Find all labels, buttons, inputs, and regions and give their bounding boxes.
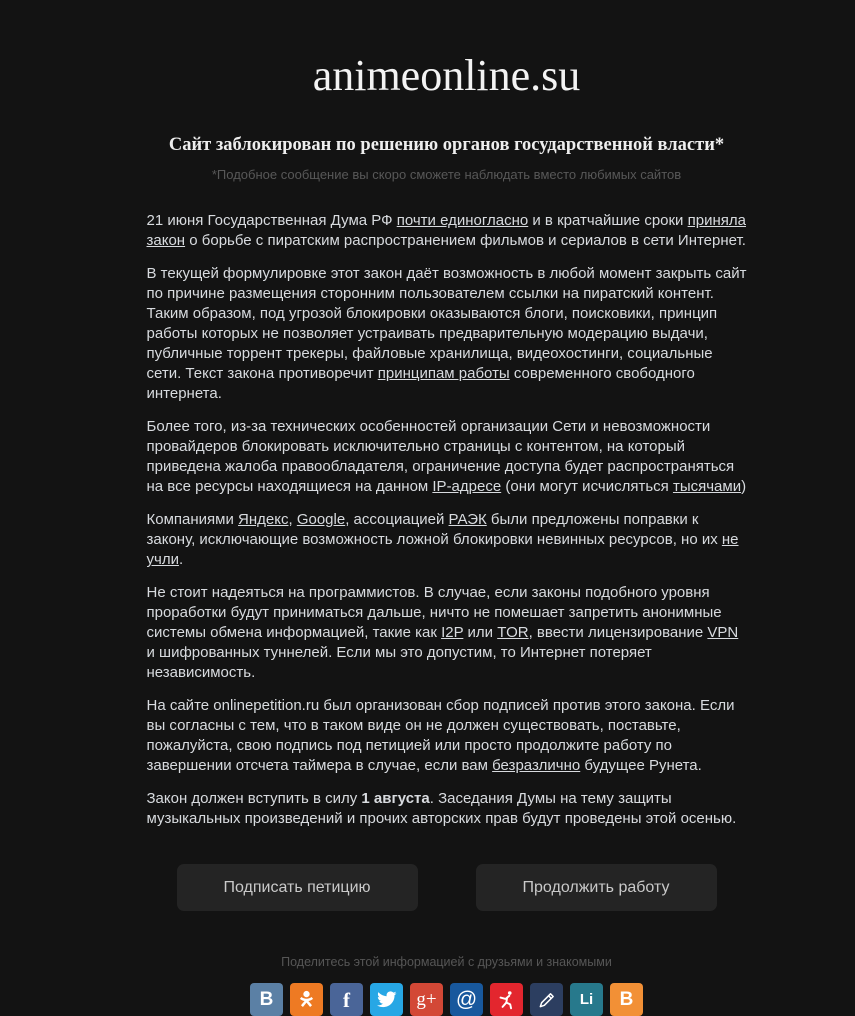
sign-petition-button[interactable]: Подписать петицию: [177, 864, 418, 911]
text-link[interactable]: принципам работы: [377, 365, 510, 382]
text-segment: , ввести лицензирование: [528, 624, 708, 641]
text-segment: были предложены поправки к закону, исключающие возможность ложной блокировки невинных ресурсов, но их: [146, 511, 722, 548]
paragraph-programmers: [147, 583, 747, 683]
text-link[interactable]: почти единогласно: [396, 212, 529, 229]
text-segment: В текущей формулировке этот закон даёт возможность в любой момент закрыть сайт по причине размещения сторонним пользователем ссылки на пиратский контент. Таким образом, под угрозой блокировки оказываются блоги, поисковики, принцип работы которых не позволяет устраивать предварительную модерацию выдачи, публичные торрент трекеры, файловые хранилища, видеохостинги, социальные сети. Текст закона противоречит: [146, 265, 747, 382]
text-segment: ,: [288, 511, 297, 528]
text-link[interactable]: TOR: [497, 624, 529, 641]
paragraph-law-passed: [147, 211, 747, 251]
body-text: [147, 211, 747, 829]
text-link[interactable]: приняла закон: [146, 212, 746, 249]
share-icons: [147, 983, 747, 1016]
dancing-person-icon: [496, 989, 517, 1010]
text-link[interactable]: РАЭК: [448, 511, 487, 528]
blocked-heading: Сайт заблокирован по решению органов государственной власти*: [168, 135, 725, 155]
text-link[interactable]: тысячами: [672, 478, 742, 495]
blogger-letter-icon: B: [619, 988, 634, 1010]
facebook-share-icon[interactable]: [330, 983, 363, 1016]
google-plus-letter-icon: g+: [416, 988, 437, 1010]
text-segment: или: [463, 624, 498, 641]
twitter-bird-icon: [376, 989, 397, 1010]
text-link[interactable]: VPN: [707, 624, 739, 641]
text-segment: Закон должен вступить в силу: [146, 790, 362, 807]
share-label: Поделитесь этой информацией с друзьями и знакомыми: [281, 955, 612, 969]
paragraph-ip-blocking: [147, 417, 747, 497]
text-link[interactable]: не учли: [146, 531, 739, 568]
paragraph-law-date: [147, 789, 747, 829]
text-segment: и в кратчайшие сроки: [528, 212, 688, 229]
livejournal-share-icon[interactable]: [530, 983, 563, 1016]
text-segment: Компаниями: [146, 511, 239, 528]
paragraph-amendments: [147, 510, 747, 570]
blocked-subheading: *Подобное сообщение вы скоро сможете наблюдать вместо любимых сайтов: [211, 167, 682, 182]
text-segment: и шифрованных туннелей. Если мы это допустим, то Интернет потеряет независимость.: [146, 644, 652, 681]
blocked-page: [147, 50, 747, 1016]
text-link[interactable]: I2P: [441, 624, 464, 641]
ya-ru-share-icon[interactable]: [490, 983, 523, 1016]
text-link[interactable]: безразлично: [492, 757, 581, 774]
continue-work-button[interactable]: Продолжить работу: [476, 864, 717, 911]
liveinternet-letters-icon: Li: [579, 991, 594, 1008]
vk-letter-icon: В: [259, 988, 274, 1010]
text-segment: На сайте onlinepetition.ru был организован сбор подписей против этого закона. Если вы согласны с тем, что в таком виде он не должен существовать, поставьте, пожалуйста, свою подпись под петицией или просто продолжите работу по завершении отсчета таймера в случае, если вам: [146, 697, 735, 774]
pencil-icon: [537, 990, 557, 1010]
twitter-share-icon[interactable]: [370, 983, 403, 1016]
odnoklassniki-person-icon: [296, 989, 317, 1010]
text-segment: Более того, из-за технических особенностей организации Сети и невозможности провайдеров блокировать исключительно страницы с контентом, на который приведена жалоба правообладателя, ограничение доступа будет распространяться на все ресурсы находящиеся на данном: [146, 418, 735, 495]
bold-text: 1 августа: [361, 790, 430, 807]
odnoklassniki-share-icon[interactable]: [290, 983, 323, 1016]
text-segment: 21 июня Государственная Дума РФ: [146, 212, 397, 229]
paragraph-law-wording: [147, 264, 747, 404]
text-segment: . Заседания Думы на тему защиты музыкальных произведений и прочих авторских прав будут проведены этой осенью.: [146, 790, 737, 827]
text-segment: ): [741, 478, 747, 495]
google-plus-share-icon[interactable]: [410, 983, 443, 1016]
at-sign-icon: @: [455, 987, 478, 1011]
text-link[interactable]: Google: [296, 511, 346, 528]
facebook-letter-icon: f: [343, 988, 350, 1012]
actions: [147, 864, 747, 911]
text-segment: современного свободного интернета.: [146, 365, 695, 402]
blogger-share-icon[interactable]: [610, 983, 643, 1016]
paragraph-petition: [147, 696, 747, 776]
text-segment: .: [178, 551, 184, 568]
text-segment: о борьбе с пиратским распространением фильмов и сериалов в сети Интернет.: [185, 232, 746, 249]
text-segment: Не стоит надеяться на программистов. В случае, если законы подобного уровня проработки будут приниматься дальше, ничто не помешает запретить анонимные системы обмена информацией, такие как: [146, 584, 722, 641]
mail-ru-share-icon[interactable]: [450, 983, 483, 1016]
text-link[interactable]: IP-адресе: [432, 478, 502, 495]
site-title: animeonline.su: [312, 51, 581, 100]
liveinternet-share-icon[interactable]: [570, 983, 603, 1016]
text-segment: будущее Рунета.: [580, 757, 702, 774]
text-segment: , ассоциацией: [345, 511, 449, 528]
vkontakte-share-icon[interactable]: [250, 983, 283, 1016]
text-segment: (они могут исчисляться: [501, 478, 673, 495]
text-link[interactable]: Яндекс: [238, 511, 289, 528]
